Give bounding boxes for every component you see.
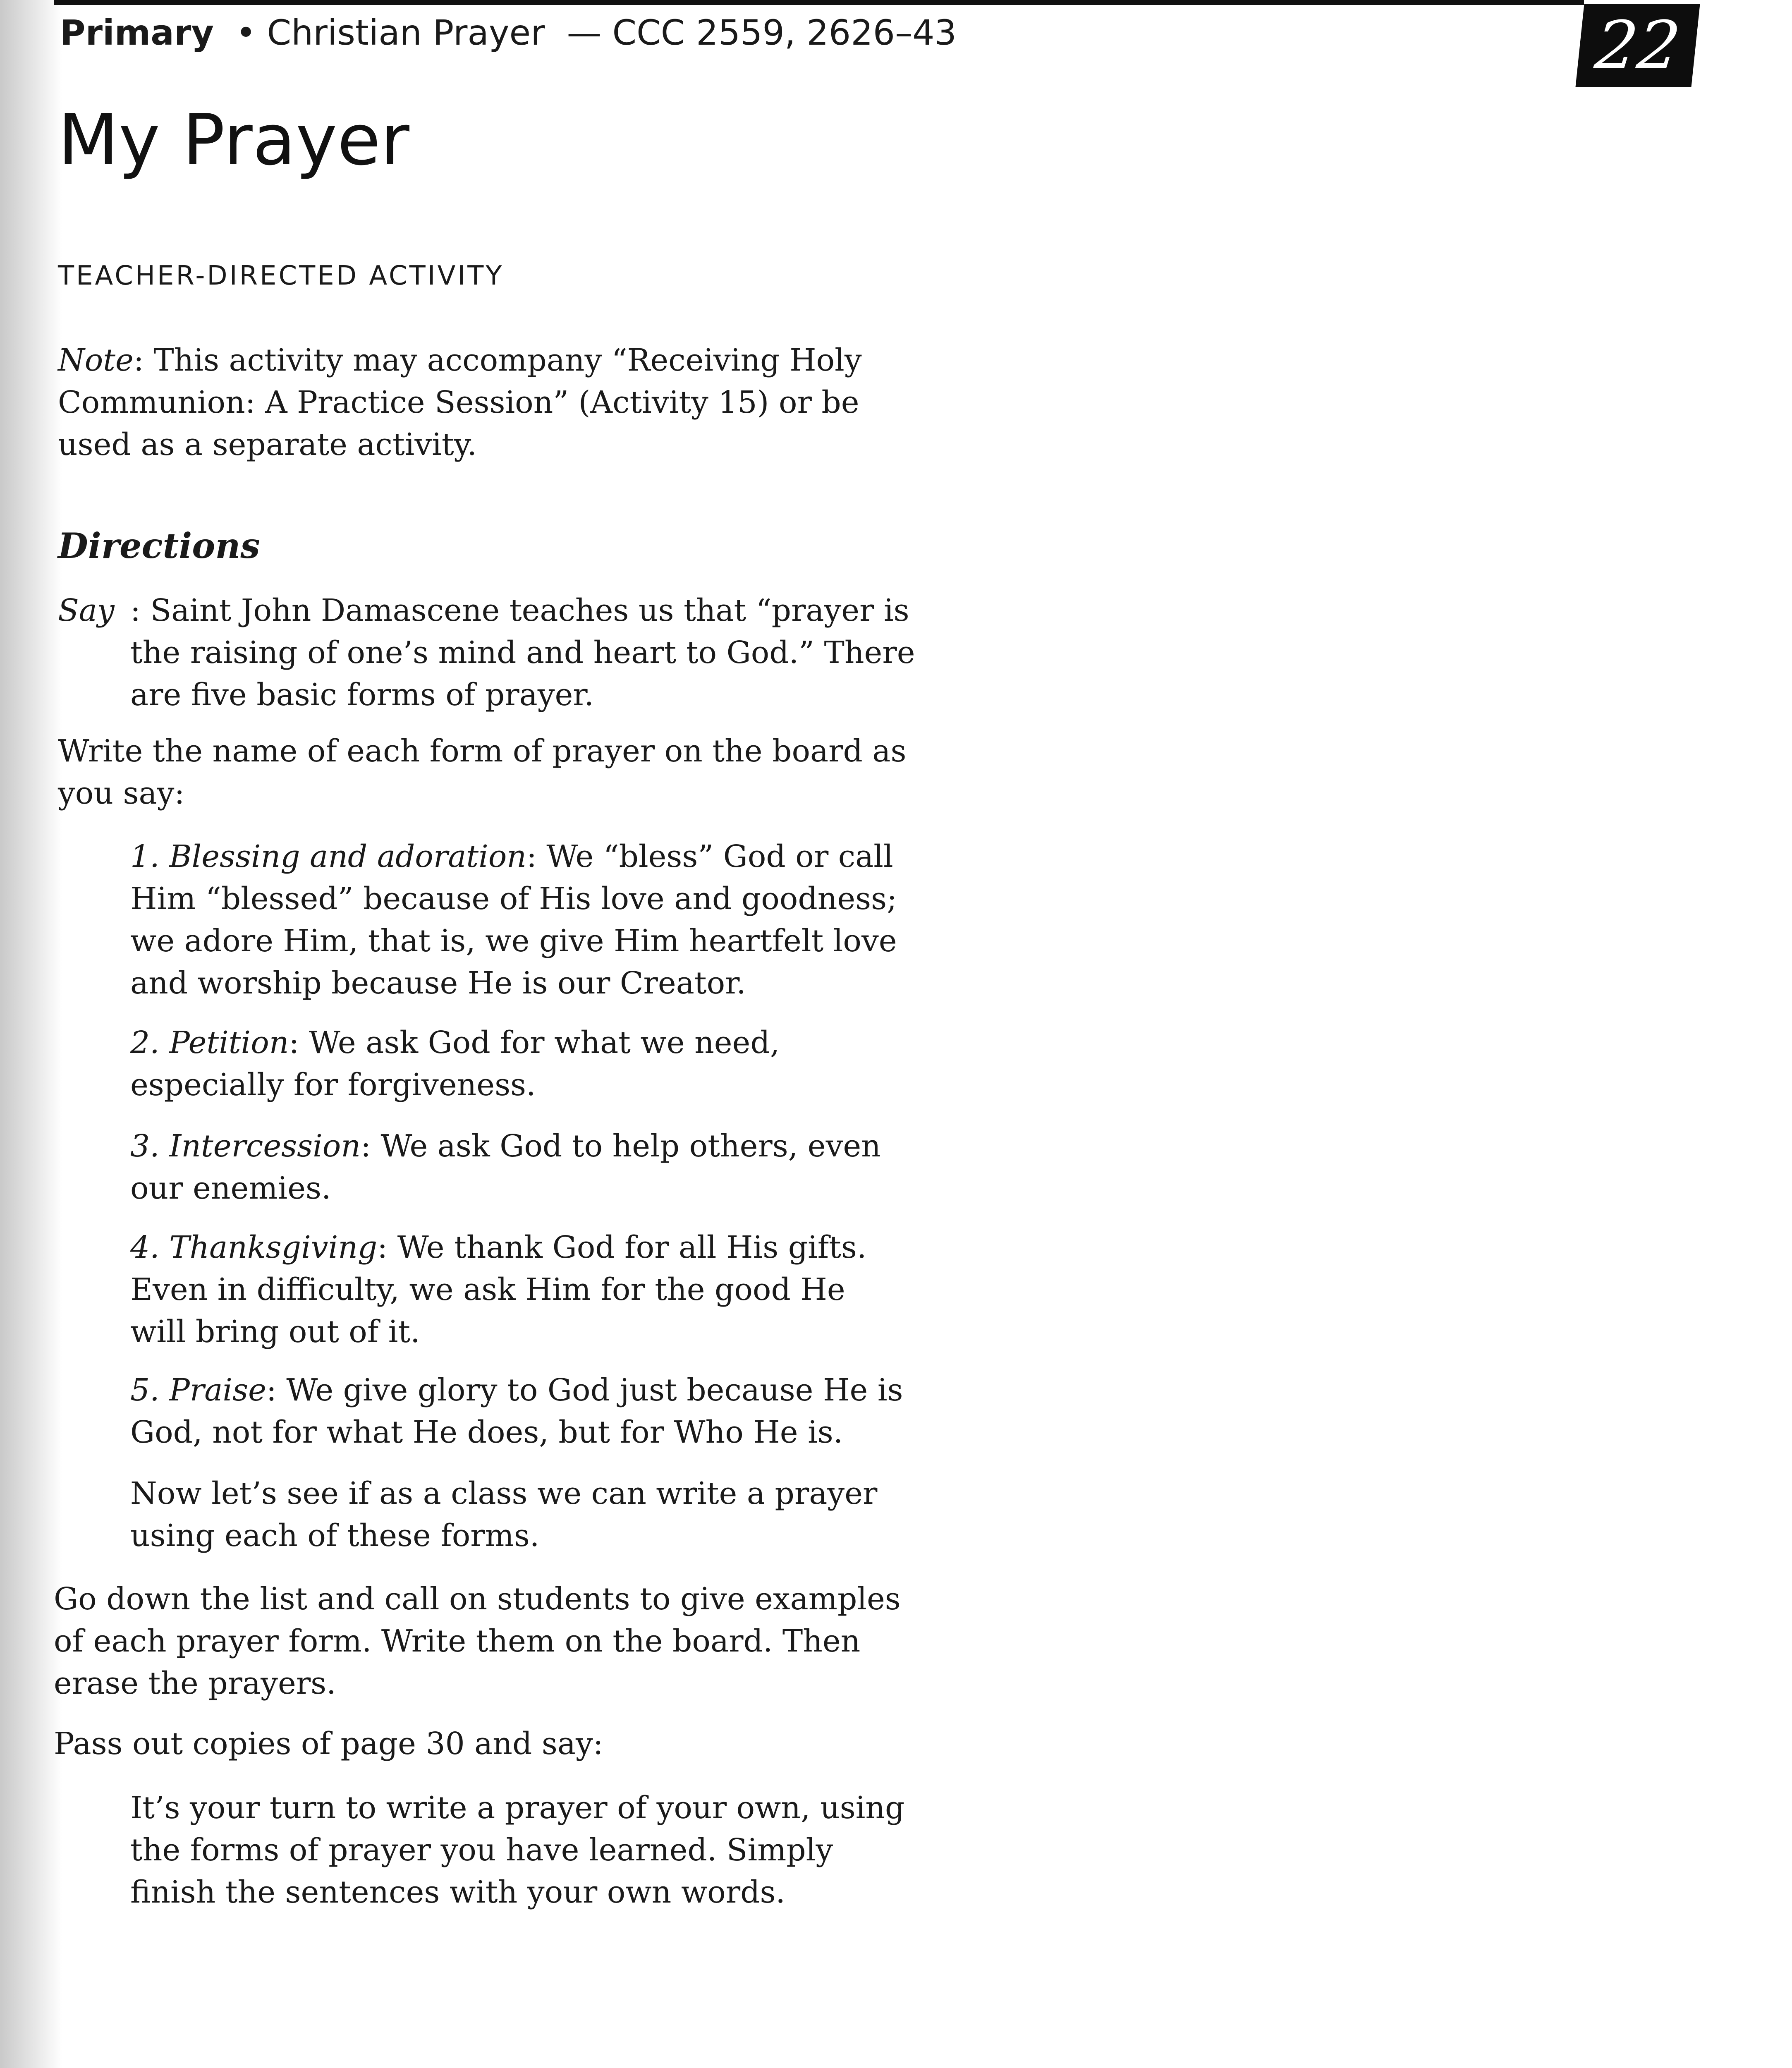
page-title: My Prayer [58, 99, 409, 181]
your-turn-paragraph: It’s your turn to write a prayer of your own, using the forms of prayer you have learned. Simply finish the sentences with your own words. [130, 1790, 905, 1910]
item-number: 2. [130, 1025, 160, 1060]
item-text: : We ask God for what we need, especially for forgiveness. [130, 1025, 780, 1103]
note-text: : This activity may accompany “Receiving Holy Communion: A Practice Session” (Activity 15) or be used as a separate activity. [58, 342, 862, 462]
item-term: Blessing and adoration [169, 839, 526, 874]
class-prayer-paragraph: Now let’s see if as a class we can write a prayer using each of these forms. [130, 1476, 878, 1553]
item-text: : We thank God for all His gifts. Even in difficulty, we ask Him for the good He will bring out of it. [130, 1230, 867, 1350]
item-term: Petition [169, 1025, 289, 1060]
say-paragraph: : Saint John Damascene teaches us that “prayer is the raising of one’s mind and heart to God.” There are five basic forms of prayer. [130, 593, 915, 713]
prayer-form-item [130, 1226, 866, 1353]
write-instruction: Write the name of each form of prayer on the board as you say: [58, 733, 907, 811]
catechism-reference: CCC 2559, 2626–43 [612, 12, 957, 53]
activity-type-label: TEACHER-DIRECTED ACTIVITY [58, 261, 504, 291]
item-term: Intercession [169, 1128, 361, 1164]
topic-label: Christian Prayer [267, 12, 545, 53]
top-rule [54, 0, 1584, 5]
level-label: Primary [60, 12, 214, 53]
item-term: Praise [169, 1372, 266, 1408]
bullet-separator: • [235, 12, 256, 53]
page-header [60, 12, 957, 53]
prayer-form-item [130, 1022, 780, 1106]
prayer-form-item [130, 835, 897, 1004]
directions-heading: Directions [58, 525, 260, 566]
item-number: 3. [130, 1128, 160, 1164]
item-text: : We ask God to help others, even our enemies. [130, 1128, 881, 1206]
note-paragraph [58, 339, 862, 466]
go-down-paragraph: Go down the list and call on students to give examples of each prayer form. Write them on the board. Then erase the prayers. [54, 1581, 901, 1701]
dash-separator: — [567, 12, 602, 53]
item-term: Thanksgiving [169, 1230, 378, 1265]
activity-number-badge: 22 [1575, 4, 1700, 87]
item-text: : We give glory to God just because He is God, not for what He does, but for Who He is. [130, 1372, 903, 1450]
scan-shadow-edge [0, 0, 62, 2068]
say-label: Say [58, 593, 115, 628]
item-number: 1. [130, 839, 160, 874]
note-label: Note [58, 342, 134, 378]
item-number: 5. [130, 1372, 160, 1408]
prayer-form-item [130, 1369, 903, 1453]
prayer-form-item [130, 1125, 881, 1209]
item-text: : We “bless” God or call Him “blessed” because of His love and goodness; we adore Him, that is, we give Him heartfelt love and worship because He is our Creator. [130, 839, 897, 1001]
pass-out-paragraph: Pass out copies of page 30 and say: [54, 1726, 603, 1762]
item-number: 4. [130, 1230, 160, 1265]
